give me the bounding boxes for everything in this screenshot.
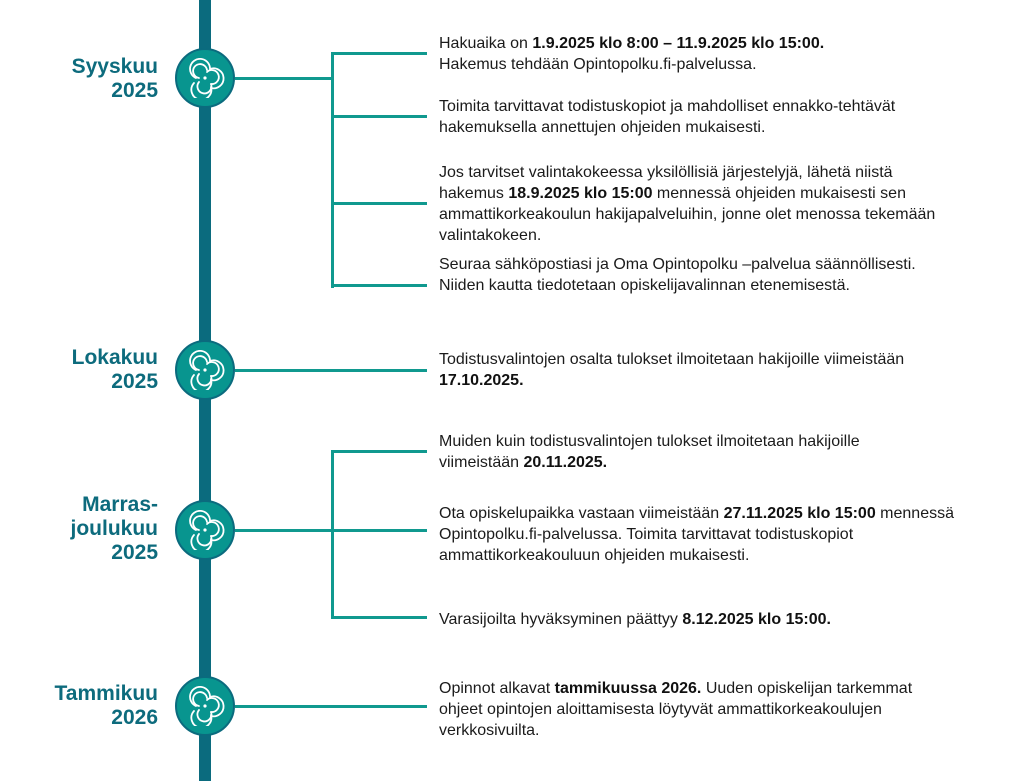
body-text: Uuden opiskelijan tarkemmat ohjeet opintojen aloittamisesta löytyvät ammattikorkeakoulujen verkkosivuilta. — [439, 680, 913, 739]
milestone-node — [175, 676, 235, 736]
body-text: Todistusvalintojen osalta tulokset ilmoitetaan hakijoille viimeistään — [439, 351, 905, 368]
timeline-item — [439, 431, 899, 473]
emphasis-text: 1.9.2025 klo 8:00 – 11.9.2025 klo 15:00. — [532, 35, 825, 52]
body-text: mennessä ohjeiden mukaisesti sen ammattikorkeakoulun hakijapalveluihin, jonne olet menossa tekemään valintakokeen. — [439, 185, 936, 244]
milestone-month: Tammikuu — [54, 682, 158, 705]
bracket-line — [331, 52, 334, 288]
timeline-item — [439, 33, 869, 75]
branch-line — [331, 115, 427, 118]
branch-line — [331, 284, 427, 287]
body-text: Opinnot alkavat — [439, 680, 555, 697]
milestone-label — [72, 55, 158, 103]
timeline-item — [439, 503, 959, 566]
milestone-year: 2025 — [111, 370, 158, 393]
connector-line — [235, 705, 427, 708]
bracket-line — [331, 450, 334, 619]
body-text: Toimita tarvittavat todistuskopiot ja mahdolliset ennakko-tehtävät hakemuksella annettujen ohjeiden mukaisesti. — [439, 98, 896, 136]
emphasis-text: 17.10.2025. — [439, 372, 524, 389]
milestone-month: Lokakuu — [71, 346, 158, 369]
milestone-year: 2025 — [111, 541, 158, 564]
milestone-label — [71, 493, 159, 565]
knot-logo-icon — [185, 58, 225, 98]
connector-line — [235, 77, 334, 80]
timeline-item — [439, 96, 949, 138]
body-text: Seuraa sähköpostiasi ja Oma Opintopolku –palvelua säännöllisesti. Niiden kautta tiedotetaan opiskelijavalinnan etenemisestä. — [439, 256, 916, 294]
connector-line — [235, 369, 427, 372]
knot-logo-icon — [185, 510, 225, 550]
body-text: Hakuaika on — [439, 35, 533, 52]
milestone-node — [175, 340, 235, 400]
milestone-label — [72, 346, 158, 394]
milestone-node — [175, 48, 235, 108]
timeline-item — [439, 254, 959, 296]
timeline-item — [439, 162, 949, 246]
body-text: Ota opiskelupaikka vastaan viimeistään — [439, 505, 724, 522]
body-text: mennessä Opintopolku.fi-palvelussa. Toimita tarvittavat todistuskopiot ammattikorkeakouluun ohjeiden mukaisesti. — [439, 505, 954, 564]
branch-line — [331, 202, 427, 205]
body-text: Varasijoilta hyväksyminen päättyy — [439, 611, 683, 628]
milestone-label — [55, 682, 158, 730]
branch-line — [331, 616, 427, 619]
milestone-node — [175, 500, 235, 560]
body-text: Muiden kuin todistusvalintojen tulokset ilmoitetaan hakijoille viimeistään — [439, 433, 860, 471]
body-text: Hakemus tehdään Opintopolku.fi-palvelussa. — [439, 56, 757, 73]
body-text: Jos tarvitset valintakokeessa yksilöllisiä järjestelyjä, lähetä niistä hakemus — [439, 164, 893, 202]
emphasis-text: 8.12.2025 klo 15:00. — [682, 611, 831, 628]
branch-line — [331, 52, 427, 55]
timeline-item — [439, 349, 919, 391]
emphasis-text: 20.11.2025. — [523, 454, 608, 471]
emphasis-text: 18.9.2025 klo 15:00 — [508, 185, 653, 202]
branch-line — [331, 450, 427, 453]
emphasis-text: tammikuussa 2026. — [554, 680, 702, 697]
timeline-item — [439, 609, 959, 630]
milestone-month: Syyskuu — [71, 55, 158, 78]
knot-logo-icon — [185, 686, 225, 726]
milestone-year: 2025 — [111, 79, 158, 102]
knot-logo-icon — [185, 350, 225, 390]
timeline-item — [439, 678, 919, 741]
milestone-year: 2026 — [111, 706, 158, 729]
milestone-month-cont: joulukuu — [70, 517, 158, 540]
emphasis-text: 27.11.2025 klo 15:00 — [723, 505, 876, 522]
milestone-month: Marras- — [82, 493, 158, 516]
